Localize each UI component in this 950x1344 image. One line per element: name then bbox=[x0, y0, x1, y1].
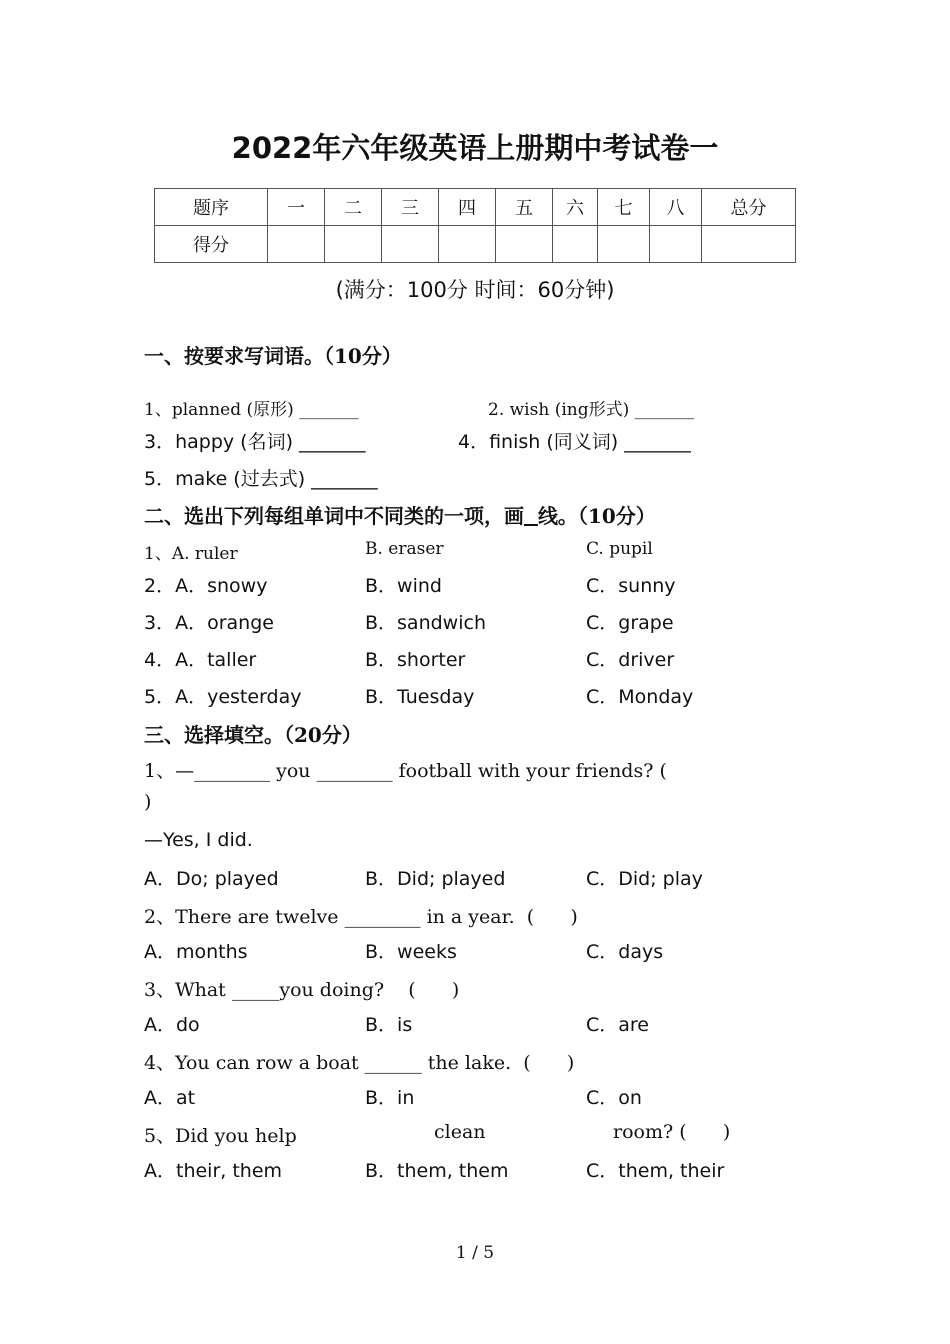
score-table-cell: 三 bbox=[382, 189, 439, 226]
s3-q1-option-b: B．Did; played bbox=[365, 868, 506, 890]
s3-q3-option-c: C．are bbox=[586, 1014, 649, 1036]
score-cell[interactable] bbox=[598, 226, 650, 263]
s3-question-5-end: room? ( ) bbox=[613, 1121, 731, 1143]
section-3-heading: 三、选择填空。（20分） bbox=[144, 723, 362, 747]
score-cell[interactable] bbox=[325, 226, 382, 263]
s3-q3-option-b: B．is bbox=[365, 1014, 413, 1036]
score-cell[interactable] bbox=[650, 226, 702, 263]
section-2-heading bbox=[144, 500, 656, 529]
score-table-cell: 题序 bbox=[155, 189, 268, 226]
s3-q1-option-a: A．Do; played bbox=[144, 868, 279, 890]
s2-row-2-c: C．sunny bbox=[586, 575, 676, 597]
score-table-cell: 四 bbox=[439, 189, 496, 226]
s3-q2-option-a: A．months bbox=[144, 941, 248, 963]
s3-q5-option-b: B．them, them bbox=[365, 1160, 509, 1182]
score-table-cell: 得分 bbox=[155, 226, 268, 263]
s3-question-3: 3、What _____you doing? ( ) bbox=[144, 979, 460, 1001]
s3-q5-option-c: C．them, their bbox=[586, 1160, 725, 1182]
exam-info: (满分：100分 时间：60分钟) bbox=[335, 278, 615, 302]
s3-q4-option-c: C．on bbox=[586, 1087, 642, 1109]
s2-row-1-a: 1、A. ruler bbox=[144, 544, 238, 564]
s2-row-4-c: C．driver bbox=[586, 649, 675, 671]
s2-row-1-b: B. eraser bbox=[365, 539, 444, 559]
s2-row-2-a: 2．A．snowy bbox=[144, 575, 268, 597]
s3-question-2: 2、There are twelve ________ in a year. ( ) bbox=[144, 906, 578, 928]
score-cell[interactable] bbox=[382, 226, 439, 263]
s2-row-4-a: 4．A．taller bbox=[144, 649, 257, 671]
s3-question-1-paren: ) bbox=[144, 791, 152, 813]
s2-row-3-c: C．grape bbox=[586, 612, 674, 634]
s2-row-3-a: 3．A．orange bbox=[144, 612, 274, 634]
s3-q1-option-c: C．Did; play bbox=[586, 868, 703, 890]
s1-question-2: 2. wish (ing形式) _______ bbox=[488, 400, 695, 420]
s3-q3-option-a: A．do bbox=[144, 1014, 200, 1036]
score-table-cell: 一 bbox=[268, 189, 325, 226]
score-cell[interactable] bbox=[268, 226, 325, 263]
s1-question-4: 4．finish (同义词) _______ bbox=[458, 431, 691, 453]
score-table bbox=[154, 188, 796, 263]
page-number: 1 / 5 bbox=[455, 1243, 495, 1263]
s3-question-1: 1、—________ you ________ football with your friends? ( bbox=[144, 760, 667, 782]
s3-question-1-answer: —Yes, I did. bbox=[144, 829, 253, 851]
s2-row-5-a: 5．A．yesterday bbox=[144, 686, 302, 708]
s2-row-2-b: B．wind bbox=[365, 575, 442, 597]
score-table-header-row bbox=[155, 189, 796, 226]
section-2-heading-pre: 二、选出下列每组单词中不同类的一项，画 bbox=[144, 504, 524, 528]
s3-q2-option-c: C．days bbox=[586, 941, 664, 963]
s3-q5-option-a: A．their, them bbox=[144, 1160, 283, 1182]
score-table-cell: 六 bbox=[553, 189, 598, 226]
section-1-heading: 一、按要求写词语。（10分） bbox=[144, 344, 402, 368]
score-table-cell: 八 bbox=[650, 189, 702, 226]
score-table-cell: 五 bbox=[496, 189, 553, 226]
s2-row-1-c: C. pupil bbox=[586, 539, 653, 559]
s3-question-5-middle: clean bbox=[434, 1121, 486, 1143]
s3-q4-option-a: A．at bbox=[144, 1087, 196, 1109]
s3-q2-option-b: B．weeks bbox=[365, 941, 457, 963]
s2-row-5-c: C．Monday bbox=[586, 686, 694, 708]
score-cell[interactable] bbox=[496, 226, 553, 263]
s1-question-5: 5．make (过去式) _______ bbox=[144, 468, 378, 490]
score-cell[interactable] bbox=[553, 226, 598, 263]
section-2-heading-underline bbox=[524, 504, 538, 528]
score-table-score-row bbox=[155, 226, 796, 263]
score-cell[interactable] bbox=[702, 226, 796, 263]
section-2-heading-post: 线。（10分） bbox=[537, 504, 656, 528]
s2-row-5-b: B．Tuesday bbox=[365, 686, 475, 708]
score-table-cell: 总分 bbox=[702, 189, 796, 226]
s1-question-3: 3．happy (名词) _______ bbox=[144, 431, 366, 453]
score-table-cell: 二 bbox=[325, 189, 382, 226]
s3-question-5-start: 5、Did you help bbox=[144, 1125, 297, 1147]
s2-row-4-b: B．shorter bbox=[365, 649, 466, 671]
s2-row-3-b: B．sandwich bbox=[365, 612, 486, 634]
score-cell[interactable] bbox=[439, 226, 496, 263]
page-title: 2022年六年级英语上册期中考试卷一 bbox=[231, 131, 719, 165]
s3-q4-option-b: B．in bbox=[365, 1087, 415, 1109]
s1-question-1: 1、planned (原形) _______ bbox=[144, 400, 359, 420]
score-table-cell: 七 bbox=[598, 189, 650, 226]
s3-question-4: 4、You can row a boat ______ the lake. ( ) bbox=[144, 1052, 575, 1074]
